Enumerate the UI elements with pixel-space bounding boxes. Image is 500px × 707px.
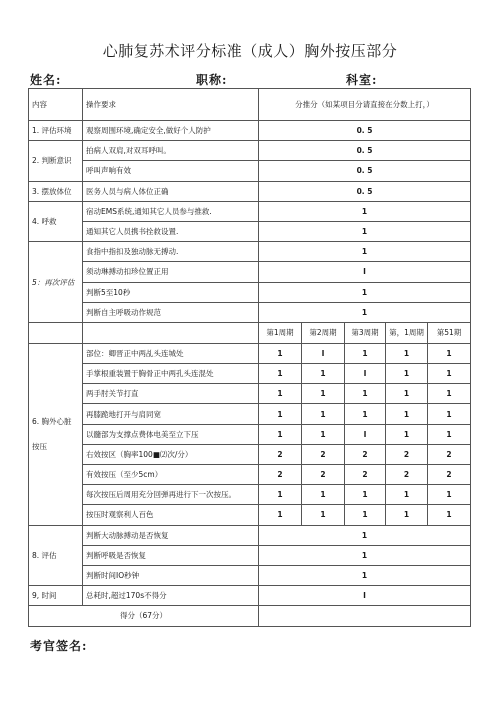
cycle-score-cell: 1 bbox=[345, 485, 386, 505]
cycle-score-cell: 1 bbox=[428, 364, 471, 384]
cycle-score-cell: 1 bbox=[302, 505, 345, 525]
cycle-header-row bbox=[29, 322, 471, 343]
blank-cell bbox=[29, 322, 83, 343]
requirement-cell: 须动琳搏动扣珍位置正用 bbox=[83, 262, 259, 282]
requirement-cell: 判断自主呼吸动作规范 bbox=[83, 302, 259, 322]
requirement-cell: 判断5至10秒 bbox=[83, 282, 259, 302]
requirement-cell: 呼叫声响有效 bbox=[83, 161, 259, 181]
requirement-cell: 医务人员与病人体位正确 bbox=[83, 181, 259, 201]
cycle-score-cell: 1 bbox=[386, 505, 428, 525]
score-cell: 0. 5 bbox=[259, 181, 471, 201]
table-row bbox=[29, 201, 471, 221]
cycle-score-cell: 1 bbox=[428, 424, 471, 444]
cycle-header: 第3周期 bbox=[345, 322, 386, 343]
cycle-score-cell: 1 bbox=[386, 343, 428, 363]
header-content: 内容 bbox=[29, 89, 83, 121]
score-cell: 1 bbox=[259, 525, 471, 545]
table-row bbox=[29, 505, 471, 525]
table-row bbox=[29, 384, 471, 404]
department-label: 科室: bbox=[346, 73, 378, 87]
requirement-cell: 宿动EMS系统,通知其它人员参与推救. bbox=[83, 201, 259, 221]
requirement-cell: 观察周围环境,确定安全,做好个人防护 bbox=[83, 121, 259, 141]
cycle-score-cell: 1 bbox=[345, 384, 386, 404]
requirement-cell: 判断时间IO秒钟 bbox=[83, 565, 259, 585]
cycle-score-cell: 2 bbox=[386, 465, 428, 485]
table-header-row bbox=[29, 89, 471, 121]
table-row bbox=[29, 444, 471, 464]
category-cell bbox=[29, 343, 83, 525]
requirement-cell: 有效按压（至少5cm） bbox=[83, 465, 259, 485]
requirement-cell: 按压时观察利人百色 bbox=[83, 505, 259, 525]
score-cell: 0. 5 bbox=[259, 121, 471, 141]
cycle-score-cell: 1 bbox=[302, 404, 345, 424]
cycle-score-cell: 1 bbox=[386, 485, 428, 505]
cycle-score-cell: I bbox=[345, 364, 386, 384]
score-cell: 1 bbox=[259, 302, 471, 322]
cycle-score-cell: 1 bbox=[259, 404, 302, 424]
cycle-header: 第，1周期 bbox=[386, 322, 428, 343]
cycle-score-cell: 1 bbox=[259, 424, 302, 444]
cycle-header: 第51期 bbox=[428, 322, 471, 343]
table-row bbox=[29, 282, 471, 302]
cycle-score-cell: 1 bbox=[345, 404, 386, 424]
cycle-score-cell: 1 bbox=[345, 343, 386, 363]
cycle-score-cell: 1 bbox=[386, 364, 428, 384]
requirement-cell: 每次按压后周用充分回弹再进行下一次按压。 bbox=[83, 485, 259, 505]
score-cell: 0. 5 bbox=[259, 161, 471, 181]
requirement-cell: 食指中指扣及独动脉无搏动. bbox=[83, 242, 259, 262]
category-cell: 3. 摆放体位 bbox=[29, 181, 83, 201]
cycle-score-cell: 1 bbox=[259, 343, 302, 363]
requirement-cell: 总耗时,超过170s不得分 bbox=[83, 586, 259, 606]
score-cell: 1 bbox=[259, 201, 471, 221]
cycle-score-cell: 1 bbox=[259, 505, 302, 525]
examiner-signature-label: 考官签名: bbox=[30, 639, 88, 653]
cycle-score-cell: 1 bbox=[302, 424, 345, 444]
score-cell: 0. 5 bbox=[259, 141, 471, 161]
score-cell: I bbox=[259, 262, 471, 282]
requirement-cell: 拍病人双肩,对双耳呼叫。 bbox=[83, 141, 259, 161]
table-row bbox=[29, 565, 471, 585]
category-cell: 8. 评估 bbox=[29, 525, 83, 586]
table-row bbox=[29, 424, 471, 444]
table-row bbox=[29, 221, 471, 241]
cycle-score-cell: 1 bbox=[428, 384, 471, 404]
header-score-note: 分推分（如某项目分请直接在分数上打，） bbox=[259, 89, 471, 121]
score-cell: 1 bbox=[259, 282, 471, 302]
score-cell: 1 bbox=[259, 565, 471, 585]
table-row bbox=[29, 343, 471, 363]
total-row bbox=[29, 606, 471, 626]
cycle-header: 第2周期 bbox=[302, 322, 345, 343]
name-label: 姓名: bbox=[30, 73, 62, 87]
cycle-score-cell: 2 bbox=[428, 444, 471, 464]
category-cell: 2. 判断意识 bbox=[29, 141, 83, 181]
cycle-score-cell: 1 bbox=[345, 505, 386, 525]
cycle-score-cell: 1 bbox=[428, 343, 471, 363]
cycle-score-cell: 2 bbox=[428, 465, 471, 485]
table-row bbox=[29, 364, 471, 384]
score-cell: 1 bbox=[259, 221, 471, 241]
document-title: 心肺复苏术评分标准（成人）胸外按压部分 bbox=[102, 42, 398, 60]
requirement-cell: 部位：卿晋正中两乩头连城处 bbox=[83, 343, 259, 363]
table-row bbox=[29, 141, 471, 161]
cycle-score-cell: 1 bbox=[302, 364, 345, 384]
cycle-score-cell: I bbox=[302, 343, 345, 363]
cycle-score-cell: 1 bbox=[386, 424, 428, 444]
cycle-score-cell: 1 bbox=[259, 384, 302, 404]
cycle-header: 第1周期 bbox=[259, 322, 302, 343]
table-row bbox=[29, 465, 471, 485]
header-requirement: 操作要求 bbox=[83, 89, 259, 121]
cycle-score-cell: 1 bbox=[302, 485, 345, 505]
examinee-info-line bbox=[0, 71, 500, 89]
score-cell: 1 bbox=[259, 242, 471, 262]
category-cell: 9, 时间 bbox=[29, 586, 83, 606]
cycle-score-cell: 2 bbox=[302, 465, 345, 485]
cycle-score-cell: 2 bbox=[259, 465, 302, 485]
table-row bbox=[29, 121, 471, 141]
cycle-score-cell: 1 bbox=[386, 384, 428, 404]
category-cell: 1. 评估环境 bbox=[29, 121, 83, 141]
requirement-cell: 再膝跪地打开与肩同宽 bbox=[83, 404, 259, 424]
scoring-table bbox=[28, 88, 471, 627]
category-cell: 5：再次评估 bbox=[29, 242, 83, 323]
blank-cell bbox=[259, 606, 471, 626]
cycle-score-cell: 1 bbox=[259, 485, 302, 505]
cycle-score-cell: I bbox=[345, 424, 386, 444]
cycle-score-cell: 2 bbox=[345, 465, 386, 485]
table-row bbox=[29, 302, 471, 322]
cycle-score-cell: 2 bbox=[345, 444, 386, 464]
total-score-label: 得分（67分） bbox=[29, 606, 259, 626]
cycle-score-cell: 2 bbox=[302, 444, 345, 464]
cycle-score-cell: 1 bbox=[428, 485, 471, 505]
requirement-cell: 两手肘关节打直 bbox=[83, 384, 259, 404]
cycle-score-cell: 2 bbox=[386, 444, 428, 464]
requirement-cell: 判断呼吸是否恢复 bbox=[83, 545, 259, 565]
table-row bbox=[29, 485, 471, 505]
cycle-score-cell: 2 bbox=[259, 444, 302, 464]
blank-cell bbox=[83, 322, 259, 343]
table-row bbox=[29, 545, 471, 565]
cycle-score-cell: 1 bbox=[259, 364, 302, 384]
requirement-cell: 判断大动脉搏动是否恢复 bbox=[83, 525, 259, 545]
table-row bbox=[29, 525, 471, 545]
score-cell: 1 bbox=[259, 545, 471, 565]
table-row bbox=[29, 242, 471, 262]
table-row bbox=[29, 181, 471, 201]
category-line: 按压 bbox=[32, 442, 47, 452]
table-row bbox=[29, 586, 471, 606]
requirement-cell: 通知其它人员携书拴救设置. bbox=[83, 221, 259, 241]
score-cell: I bbox=[259, 586, 471, 606]
table-row bbox=[29, 262, 471, 282]
cycle-score-cell: 1 bbox=[302, 384, 345, 404]
table-row bbox=[29, 404, 471, 424]
title-label: 职称: bbox=[196, 73, 228, 87]
cycle-score-cell: 1 bbox=[428, 404, 471, 424]
category-cell: 4. 呼救 bbox=[29, 201, 83, 241]
requirement-cell: 右效按区（胸率100■⑵次/分） bbox=[83, 444, 259, 464]
table-row bbox=[29, 161, 471, 181]
category-line: 6. 胸外心脏 bbox=[32, 417, 72, 427]
cycle-score-cell: 1 bbox=[428, 505, 471, 525]
requirement-cell: 手掌根重装置于胸骨正中两孔头连混处 bbox=[83, 364, 259, 384]
requirement-cell: 以髓部为支撑点费体电美至立下压 bbox=[83, 424, 259, 444]
cycle-score-cell: 1 bbox=[386, 404, 428, 424]
